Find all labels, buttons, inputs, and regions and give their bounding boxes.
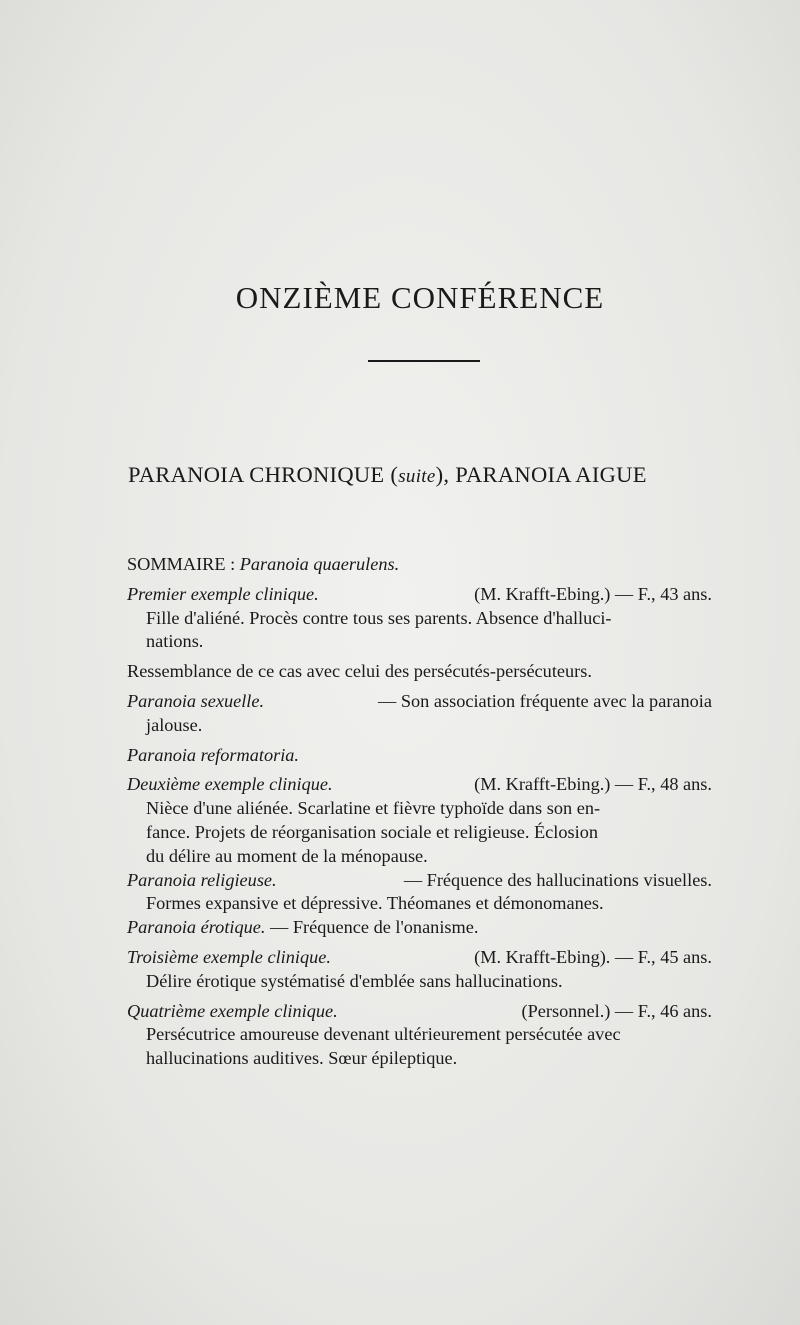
page-title: ONZIÈME CONFÉRENCE — [235, 280, 605, 315]
example-4-title: Quatrième exemple clinique. — [127, 1000, 338, 1021]
example-4-source: (Personnel.) — F., 46 ans. — [521, 1000, 712, 1021]
example-2-heading — [127, 773, 712, 797]
example-3-source: (M. Krafft-Ebing). — F., 45 ans. — [474, 946, 712, 967]
example-4-line-2: Persécutrice amoureuse devenant ultérieurement persécutée avec — [146, 1024, 621, 1045]
chapter-subtitle — [128, 462, 647, 488]
example-1-source: (M. Krafft-Ebing.) — F., 43 ans. — [474, 583, 712, 604]
example-3-title: Troisième exemple clinique. — [127, 946, 331, 967]
summary-block — [127, 553, 712, 1071]
paranoia-erotique-text: — Fréquence de l'onanisme. — [270, 917, 479, 938]
paranoia-erotique-title: Paranoia érotique. — [127, 917, 266, 938]
paranoia-sexuelle-line-2: jalouse. — [146, 714, 203, 735]
paranoia-sexuelle-title: Paranoia sexuelle. — [127, 690, 265, 711]
paranoia-sexuelle-heading — [127, 690, 712, 714]
paranoia-reformatoria: Paranoia reformatoria. — [127, 744, 299, 765]
summary-label: SOMMAIRE : — [127, 554, 240, 574]
example-1-title: Premier exemple clinique. — [127, 583, 319, 604]
example-4-line-3: hallucinations auditives. Sœur épileptique. — [146, 1048, 458, 1069]
summary-topic: Paranoia quaerulens. — [239, 554, 400, 574]
subtitle-part-1: PARANOIA CHRONIQUE ( — [128, 462, 399, 487]
subtitle-part-2: ), PARANOIA AIGUE — [435, 462, 647, 487]
paranoia-erotique-heading — [127, 916, 712, 940]
paranoia-religieuse-text: — Fréquence des hallucinations visuelles. — [403, 869, 712, 890]
example-4-heading — [127, 1000, 712, 1024]
summary-heading — [127, 553, 712, 577]
paranoia-sexuelle-text: — Son association fréquente avec la paranoia — [377, 690, 712, 711]
paranoia-religieuse-title: Paranoia religieuse. — [127, 869, 277, 890]
resemblance-line: Ressemblance de ce cas avec celui des persécutés-persécuteurs. — [127, 661, 592, 682]
example-3-heading — [127, 946, 712, 970]
example-1-line-2: Fille d'aliéné. Procès contre tous ses parents. Absence d'halluci- — [146, 607, 612, 628]
example-3-line-2: Délire érotique systématisé d'emblée sans hallucinations. — [146, 970, 563, 991]
paranoia-religieuse-heading — [127, 869, 712, 893]
example-2-title: Deuxième exemple clinique. — [127, 774, 333, 795]
example-2-line-2: Nièce d'une aliénée. Scarlatine et fièvre typhoïde dans son en- — [146, 798, 601, 819]
paranoia-religieuse-line-2: Formes expansive et dépressive. Théomanes et démonomanes. — [146, 893, 604, 914]
example-2-line-4: du délire au moment de la ménopause. — [146, 845, 428, 866]
example-2-line-3: fance. Projets de réorganisation sociale et religieuse. Éclosion — [146, 821, 598, 842]
subtitle-suite: suite — [398, 466, 436, 487]
title-rule — [368, 360, 480, 362]
example-2-source: (M. Krafft-Ebing.) — F., 48 ans. — [474, 774, 712, 795]
example-1-line-3: nations. — [146, 631, 204, 652]
example-1-heading — [127, 583, 712, 607]
